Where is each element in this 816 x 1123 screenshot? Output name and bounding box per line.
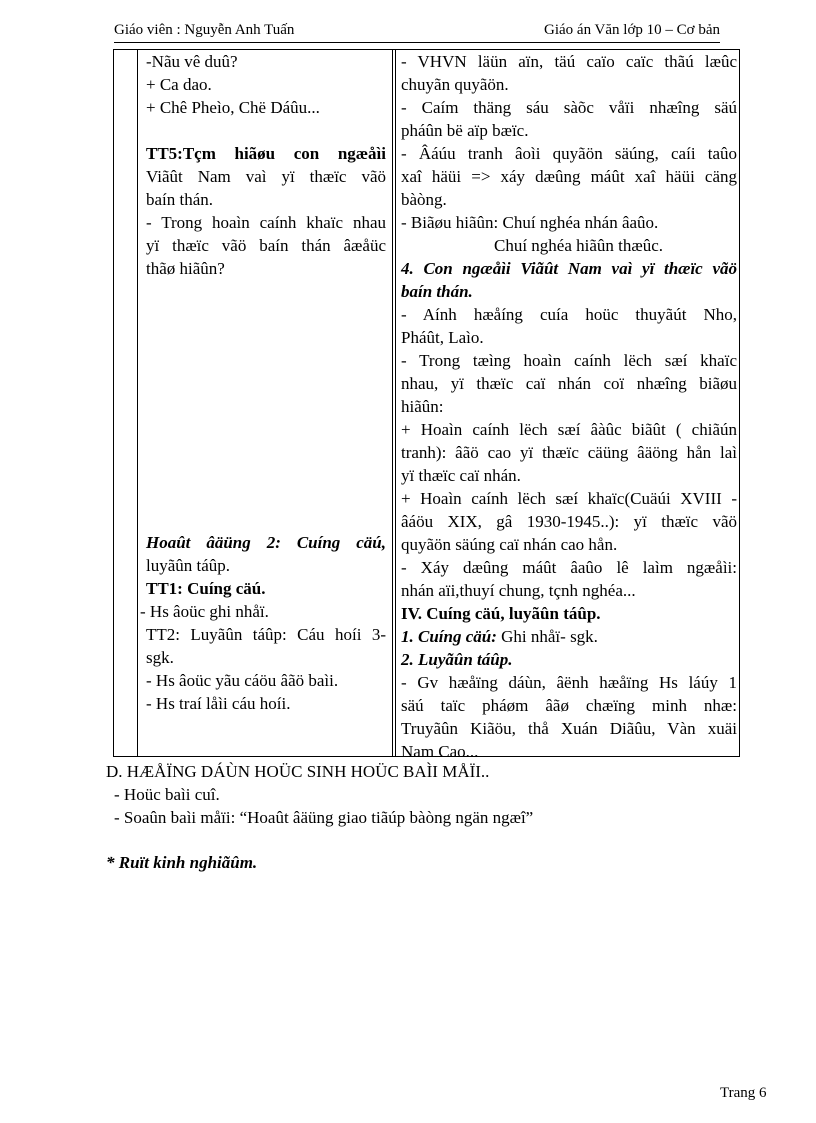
- list-item: nhán aïi,thuyí chung, tçnh nghéa...: [401, 581, 636, 600]
- section-heading: IV. Cuíng cäú, luyãûn táûp.: [401, 604, 601, 623]
- table-margin-column: [114, 50, 138, 756]
- list-item: + Hoaìn caính lëch sæí khaïc(Cuäúi XVIII -: [401, 489, 737, 508]
- list-item: Nam Cao...: [401, 742, 479, 761]
- list-item: âáöu XIX, gâ 1930-1945..): yï thæïc vãö: [401, 512, 737, 531]
- list-item: - Hoüc baìi cuî.: [114, 785, 220, 804]
- content-column: [395, 50, 741, 761]
- page-header: [114, 22, 720, 43]
- list-item: - Âáúu tranh âoìi quyãön säúng, caíi taûo: [401, 144, 737, 163]
- section-heading: 4. Con ngæåìi Viãût Nam vaì yï thæïc vãö: [401, 259, 737, 278]
- section-heading: 2. Luyãûn táûp.: [401, 650, 513, 669]
- list-item: - Biãøu hiãûn: Chuí nghéa nhán âaûo.: [401, 213, 659, 232]
- list-item: - Gv hæåïng dáùn, âënh hæåïng Hs láúy 1: [401, 673, 737, 692]
- list-item: 1. Cuíng cäú: Ghi nhåï- sgk.: [401, 627, 598, 646]
- list-item: hiãûn:: [401, 397, 444, 416]
- list-item: + Chê Pheìo, Chë Dáûu...: [146, 98, 320, 117]
- list-item: - Caím thäng sáu sàõc våïi nhæîng säú: [401, 98, 737, 117]
- page-number: Trang 6: [720, 1085, 767, 1101]
- list-item: Viãût Nam vaì yï thæïc vãö: [146, 167, 386, 186]
- list-item: - Hs âoüc yãu cáöu âãö baìi.: [146, 671, 339, 690]
- list-item: thãø hiãûn?: [146, 259, 225, 278]
- list-item: - Soaûn baìi måïi: “Hoaût âäüng giao tiãúp bàòng ngän ngæî”: [114, 808, 534, 827]
- list-item: luyãûn táûp.: [146, 556, 231, 575]
- list-item: TT5:Tçm hiãøu con ngæåìi: [146, 144, 386, 163]
- list-item: - Hs traí låìi cáu hoíi.: [146, 694, 291, 713]
- list-item: - Trong tæìng hoaìn caính lëch sæí khaïc: [401, 351, 737, 370]
- list-item: + Hoaìn caính lëch sæí âàûc biãût ( chiãún: [401, 420, 737, 439]
- list-item: xaî häüi => xáy dæûng máût xaî häüi cäng: [401, 167, 737, 186]
- list-item: nhau, yï thæïc caï nhán coï nhæîng biãøu: [401, 374, 737, 393]
- list-item: - Xáy dæûng máût âaûo lê laìm ngæåìi:: [401, 558, 737, 577]
- list-item: - Hs âoüc ghi nhåï.: [140, 602, 269, 621]
- list-item: bàòng.: [401, 190, 447, 209]
- list-item: -Nãu vê duû?: [146, 52, 238, 71]
- list-item: + Ca dao.: [146, 75, 212, 94]
- list-item: Hoaût âäüng 2: Cuíng cäú,: [146, 533, 386, 552]
- list-item: tranh): âãö cao yï thæïc cäüng âäöng hån laì: [401, 443, 737, 462]
- list-item: quyãön säúng caï nhán cao hån.: [401, 535, 618, 554]
- list-item: chuyãn quyãön.: [401, 75, 509, 94]
- activities-column: [138, 50, 393, 756]
- list-item: - VHVN läün aïn, täú caïo caïc thãú læûc: [401, 52, 737, 71]
- list-item: Pháût, Laìo.: [401, 328, 484, 347]
- list-item: Chuí nghéa hiãûn thæûc.: [494, 236, 664, 255]
- list-item: sgk.: [146, 648, 174, 667]
- lesson-table: [113, 49, 740, 761]
- subject-title: Giáo án Văn lớp 10 – Cơ bản: [544, 22, 720, 38]
- list-item: yï thæïc vãö baín thán âæåüc: [146, 236, 386, 255]
- experience-note: * Ruït kinh nghiãûm.: [106, 853, 258, 872]
- list-item: - Trong hoaìn caính khaïc nhau: [146, 213, 386, 232]
- section-d-heading: D. HÆÅÏNG DÁÙN HOÜC SINH HOÜC BAÌI MÅÏI..: [106, 762, 490, 781]
- list-item: Truyãûn Kiãöu, thå Xuán Diãûu, Vàn xuäi: [401, 719, 737, 738]
- list-item: baín thán.: [146, 190, 214, 209]
- list-item: yï thæïc caï nhán.: [401, 466, 521, 485]
- list-item: pháûn bë aïp bæïc.: [401, 121, 529, 140]
- list-item: - Aính hæåíng cuía hoüc thuyãút Nho,: [401, 305, 737, 324]
- list-item: TT2: Luyãûn táûp: Cáu hoíi 3-: [146, 625, 386, 644]
- section-heading: baín thán.: [401, 282, 473, 301]
- teacher-name: Giáo viên : Nguyễn Anh Tuấn: [114, 22, 295, 38]
- list-item: säú taïc pháøm âãø chæïng minh nhæ:: [401, 696, 737, 715]
- list-item: TT1: Cuíng cäú.: [146, 579, 266, 598]
